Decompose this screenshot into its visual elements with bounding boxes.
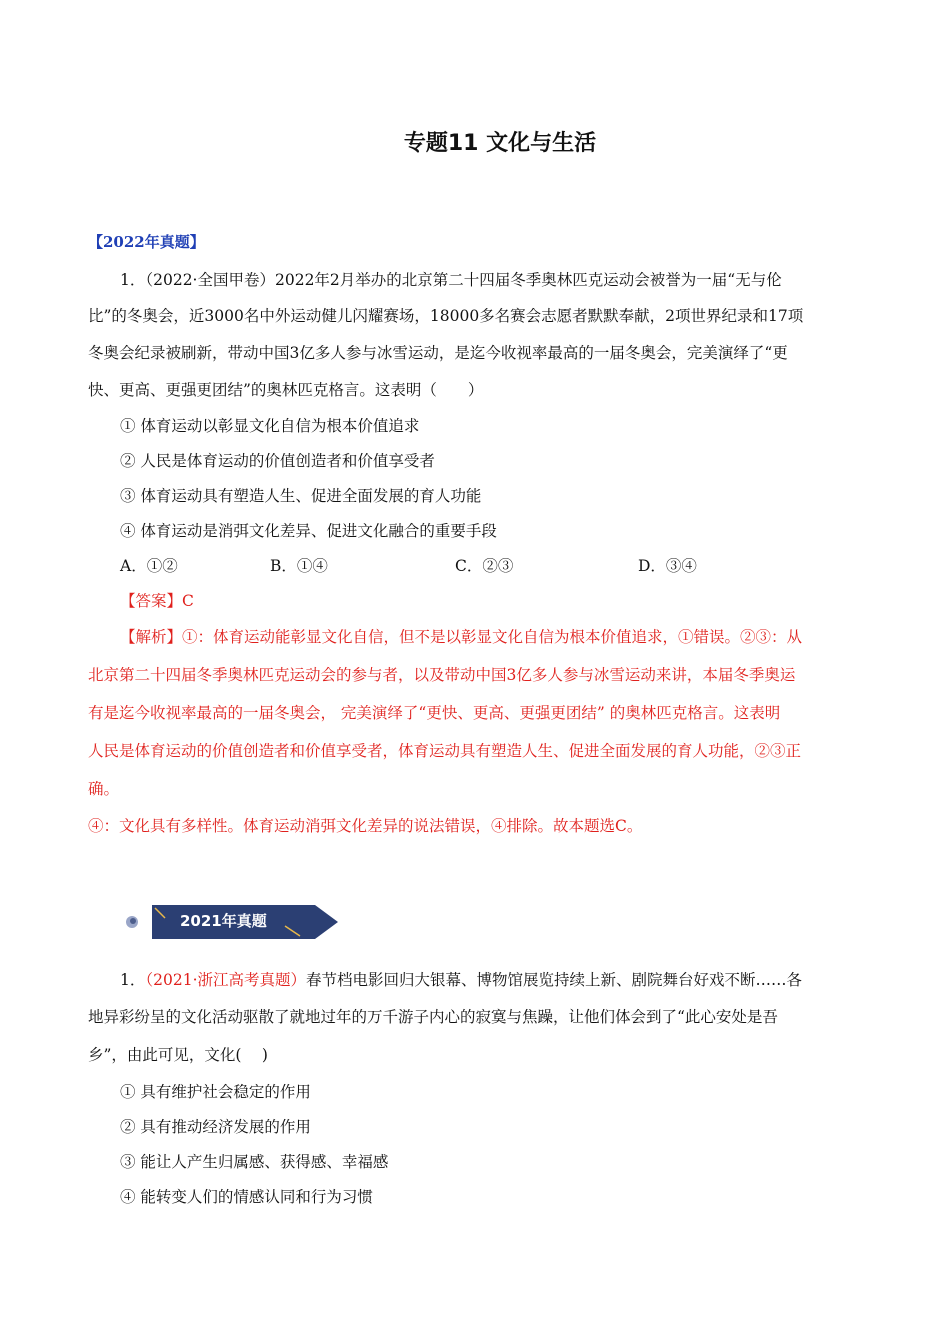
question-line: 快、更高、更强更团结”的奥林匹克格言。这表明（ ） — [88, 381, 484, 399]
statement-4: ④ 能转变人们的情感认同和行为习惯 — [120, 1188, 373, 1206]
analysis-line: ④：文化具有多样性。体育运动消弭文化差异的说法错误，④排除。故本题选C。 — [88, 817, 643, 835]
option-b: B．①④ — [270, 557, 328, 575]
option-d: D．③④ — [638, 557, 697, 575]
banner-label: 2021年真题 — [180, 912, 267, 930]
question-number: 1． — [120, 971, 146, 989]
question-line: 乡”，由此可见，文化( ) — [88, 1046, 268, 1064]
question-line: 比”的冬奥会，近3000名中外运动健儿闪耀赛场，18000多名赛会志愿者默默奉献，2项世界纪录和17项 — [88, 307, 804, 325]
question-line-2021 — [120, 970, 900, 990]
analysis-line: 有是迄今收视率最高的一届冬奥会， 完美演绎了“更快、更高、更强更团结” 的奥林匹克格言。这表明 — [88, 704, 781, 722]
question-line: 冬奥会纪录被刷新，带动中国3亿多人参与冰雪运动，是迄今收视率最高的一届冬奥会，完美演绎了“更 — [88, 344, 788, 362]
section-tag-2022: 【2022年真题】 — [88, 233, 205, 251]
analysis-line: 【解析】①：体育运动能彰显文化自信，但不是以彰显文化自信为根本价值追求，①错误。②③：从 — [120, 628, 803, 646]
question-text: 春节档电影回归大银幕、博物馆展览持续上新、剧院舞台好戏不断……各 — [306, 971, 803, 989]
question-source: （2021·浙江高考真题） — [145, 971, 306, 989]
statement-2: ② 人民是体育运动的价值创造者和价值享受者 — [120, 452, 435, 470]
question-line: 1．（2022·全国甲卷）2022年2月举办的北京第二十四届冬季奥林匹克运动会被誉为一届“无与伦 — [120, 271, 782, 289]
question-line: 地异彩纷呈的文化活动驱散了就地过年的万千游子内心的寂寞与焦躁，让他们体会到了“此心安处是吾 — [88, 1008, 778, 1026]
answer: 【答案】C — [120, 592, 194, 610]
statement-4: ④ 体育运动是消弭文化差异、促进文化融合的重要手段 — [120, 522, 497, 540]
option-a: A．①② — [120, 557, 178, 575]
analysis-line: 北京第二十四届冬季奥林匹克运动会的参与者，以及带动中国3亿多人参与冰雪运动来讲，本届冬季奥运 — [88, 666, 796, 684]
analysis-line: 确。 — [88, 780, 120, 798]
analysis-line: 人民是体育运动的价值创造者和价值享受者，体育运动具有塑造人生、促进全面发展的育人功能，②③正 — [88, 742, 802, 760]
statement-3: ③ 体育运动具有塑造人生、促进全面发展的育人功能 — [120, 487, 482, 505]
page-title: 专题11 文化与生活 — [403, 131, 597, 156]
statement-1: ① 体育运动以彰显文化自信为根本价值追求 — [120, 417, 420, 435]
statement-3: ③ 能让人产生归属感、获得感、幸福感 — [120, 1153, 389, 1171]
statement-1: ① 具有维护社会稳定的作用 — [120, 1083, 311, 1101]
statement-2: ② 具有推动经济发展的作用 — [120, 1118, 311, 1136]
option-c: C．②③ — [455, 557, 514, 575]
